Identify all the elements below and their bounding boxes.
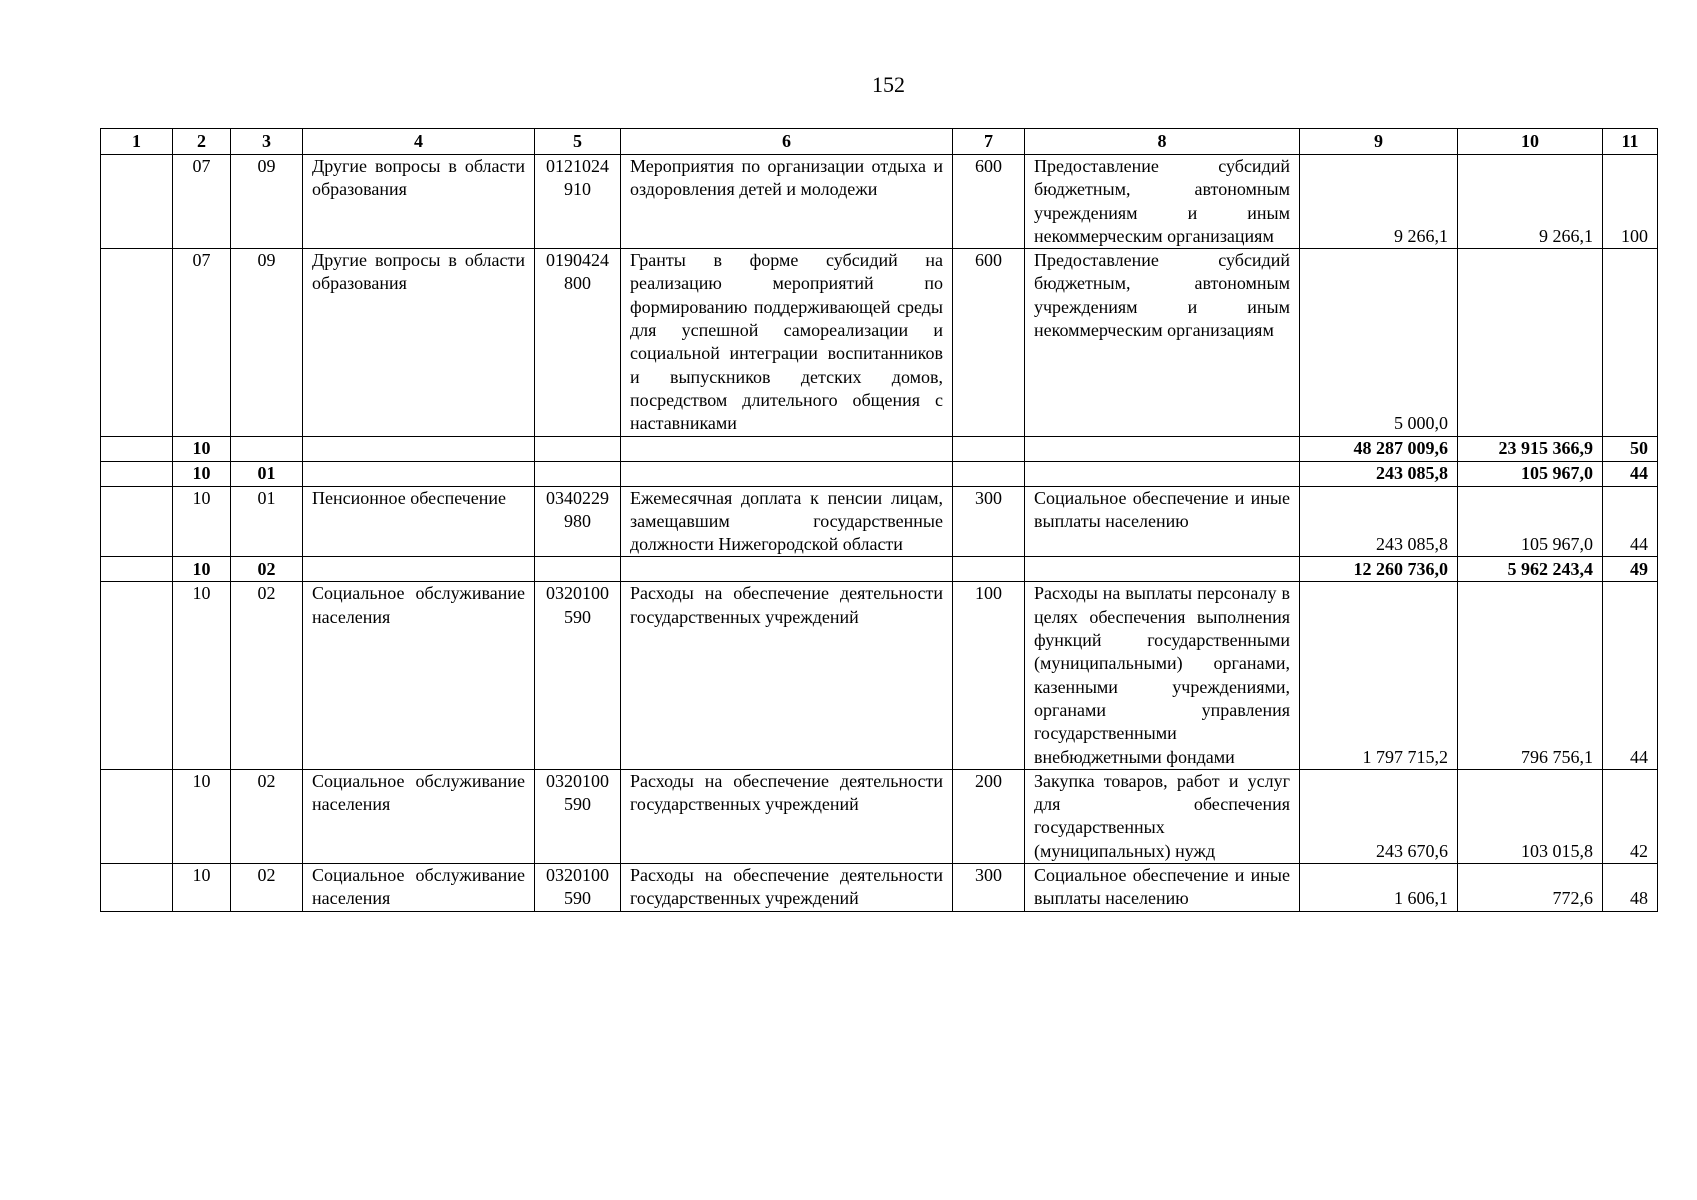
cell-target-name <box>621 461 953 486</box>
cell-expense-type: 100 <box>953 582 1025 769</box>
cell-planned: 243 085,8 <box>1300 486 1458 557</box>
cell-col1 <box>101 582 173 769</box>
page-number: 152 <box>872 72 905 97</box>
cell-subsection: 02 <box>231 864 303 912</box>
cell-expense-type-name: Закупка товаров, работ и услуг для обеспечения государственных (муниципальных) нужд <box>1025 769 1300 863</box>
cell-section: 10 <box>173 436 231 461</box>
cell-percent: 48 <box>1603 864 1658 912</box>
cell-target-code <box>535 436 621 461</box>
cell-subsection: 02 <box>231 582 303 769</box>
table-row <box>101 769 1658 863</box>
col-header-11: 11 <box>1603 129 1658 155</box>
cell-target-name: Мероприятия по организации отдыха и оздоровления детей и молодежи <box>621 155 953 249</box>
subtotal-row <box>101 557 1658 582</box>
cell-subsection: 01 <box>231 486 303 557</box>
cell-target-name: Расходы на обеспечение деятельности государственных учреждений <box>621 582 953 769</box>
cell-percent: 49 <box>1603 557 1658 582</box>
cell-planned: 48 287 009,6 <box>1300 436 1458 461</box>
cell-section-name: Социальное обслуживание населения <box>303 582 535 769</box>
cell-expense-type: 300 <box>953 864 1025 912</box>
cell-subsection: 01 <box>231 461 303 486</box>
cell-expense-type: 300 <box>953 486 1025 557</box>
cell-expense-type-name <box>1025 461 1300 486</box>
cell-actual: 9 266,1 <box>1458 155 1603 249</box>
cell-expense-type-name <box>1025 436 1300 461</box>
cell-expense-type-name: Социальное обеспечение и иные выплаты населению <box>1025 864 1300 912</box>
cell-planned: 243 670,6 <box>1300 769 1458 863</box>
cell-target-name <box>621 436 953 461</box>
cell-planned: 1 606,1 <box>1300 864 1458 912</box>
cell-actual: 5 962 243,4 <box>1458 557 1603 582</box>
cell-col1 <box>101 864 173 912</box>
cell-section-name: Другие вопросы в области образования <box>303 249 535 436</box>
cell-target-code: 0190424800 <box>535 249 621 436</box>
col-header-8: 8 <box>1025 129 1300 155</box>
cell-target-code: 0320100590 <box>535 769 621 863</box>
cell-percent <box>1603 249 1658 436</box>
cell-section: 07 <box>173 155 231 249</box>
col-header-6: 6 <box>621 129 953 155</box>
cell-col1 <box>101 769 173 863</box>
cell-col1 <box>101 155 173 249</box>
cell-section-name: Социальное обслуживание населения <box>303 864 535 912</box>
cell-percent: 44 <box>1603 582 1658 769</box>
cell-expense-type <box>953 461 1025 486</box>
cell-subsection: 02 <box>231 769 303 863</box>
cell-section: 10 <box>173 557 231 582</box>
cell-expense-type-name: Предоставление субсидий бюджетным, автономным учреждениям и иным некоммерческим организациям <box>1025 155 1300 249</box>
cell-subsection: 02 <box>231 557 303 582</box>
table-row <box>101 249 1658 436</box>
subtotal-row <box>101 461 1658 486</box>
col-header-9: 9 <box>1300 129 1458 155</box>
table-row <box>101 582 1658 769</box>
col-header-1: 1 <box>101 129 173 155</box>
cell-expense-type: 600 <box>953 249 1025 436</box>
cell-section-name: Другие вопросы в области образования <box>303 155 535 249</box>
cell-target-code: 0320100590 <box>535 582 621 769</box>
cell-target-code <box>535 461 621 486</box>
cell-percent: 44 <box>1603 461 1658 486</box>
cell-percent: 44 <box>1603 486 1658 557</box>
cell-actual: 772,6 <box>1458 864 1603 912</box>
cell-expense-type-name: Социальное обеспечение и иные выплаты населению <box>1025 486 1300 557</box>
cell-col1 <box>101 486 173 557</box>
cell-section-name <box>303 436 535 461</box>
cell-target-name: Расходы на обеспечение деятельности государственных учреждений <box>621 769 953 863</box>
cell-planned: 1 797 715,2 <box>1300 582 1458 769</box>
table-row <box>101 155 1658 249</box>
col-header-2: 2 <box>173 129 231 155</box>
cell-section: 10 <box>173 769 231 863</box>
subtotal-row <box>101 436 1658 461</box>
cell-target-name: Расходы на обеспечение деятельности государственных учреждений <box>621 864 953 912</box>
col-header-10: 10 <box>1458 129 1603 155</box>
cell-target-code: 0340229980 <box>535 486 621 557</box>
cell-percent: 42 <box>1603 769 1658 863</box>
cell-expense-type: 600 <box>953 155 1025 249</box>
cell-section-name <box>303 461 535 486</box>
cell-planned: 243 085,8 <box>1300 461 1458 486</box>
col-header-7: 7 <box>953 129 1025 155</box>
cell-planned: 9 266,1 <box>1300 155 1458 249</box>
cell-target-name: Ежемесячная доплата к пенсии лицам, замещавшим государственные должности Нижегородской области <box>621 486 953 557</box>
col-header-3: 3 <box>231 129 303 155</box>
cell-section: 10 <box>173 486 231 557</box>
cell-section: 10 <box>173 864 231 912</box>
cell-section-name: Социальное обслуживание населения <box>303 769 535 863</box>
cell-actual: 796 756,1 <box>1458 582 1603 769</box>
cell-expense-type-name: Расходы на выплаты персоналу в целях обеспечения выполнения функций государственными (муниципальными) органами, казенными учреждениями, органами управления государственными внебюджетными фондами <box>1025 582 1300 769</box>
table-row <box>101 486 1658 557</box>
cell-col1 <box>101 249 173 436</box>
cell-section: 10 <box>173 582 231 769</box>
cell-expense-type-name <box>1025 557 1300 582</box>
cell-section: 07 <box>173 249 231 436</box>
cell-section: 10 <box>173 461 231 486</box>
cell-expense-type-name: Предоставление субсидий бюджетным, автономным учреждениям и иным некоммерческим организациям <box>1025 249 1300 436</box>
cell-subsection: 09 <box>231 155 303 249</box>
cell-col1 <box>101 461 173 486</box>
cell-col1 <box>101 436 173 461</box>
cell-percent: 100 <box>1603 155 1658 249</box>
table-row <box>101 864 1658 912</box>
cell-target-code <box>535 557 621 582</box>
cell-section-name <box>303 557 535 582</box>
cell-col1 <box>101 557 173 582</box>
cell-planned: 12 260 736,0 <box>1300 557 1458 582</box>
cell-percent: 50 <box>1603 436 1658 461</box>
cell-expense-type <box>953 436 1025 461</box>
cell-section-name: Пенсионное обеспечение <box>303 486 535 557</box>
header-row <box>101 129 1658 155</box>
cell-actual: 105 967,0 <box>1458 461 1603 486</box>
cell-target-code: 0320100590 <box>535 864 621 912</box>
cell-actual: 103 015,8 <box>1458 769 1603 863</box>
cell-target-name: Гранты в форме субсидий на реализацию мероприятий по формированию поддерживающей среды для успешной самореализации и социальной интеграции воспитанников и выпускников детских домов, посредством длительного общения с наставниками <box>621 249 953 436</box>
budget-table <box>100 128 1658 912</box>
col-header-4: 4 <box>303 129 535 155</box>
cell-target-code: 0121024910 <box>535 155 621 249</box>
cell-planned: 5 000,0 <box>1300 249 1458 436</box>
cell-actual: 23 915 366,9 <box>1458 436 1603 461</box>
cell-subsection <box>231 436 303 461</box>
cell-expense-type <box>953 557 1025 582</box>
cell-subsection: 09 <box>231 249 303 436</box>
cell-actual: 105 967,0 <box>1458 486 1603 557</box>
cell-expense-type: 200 <box>953 769 1025 863</box>
cell-actual <box>1458 249 1603 436</box>
col-header-5: 5 <box>535 129 621 155</box>
cell-target-name <box>621 557 953 582</box>
